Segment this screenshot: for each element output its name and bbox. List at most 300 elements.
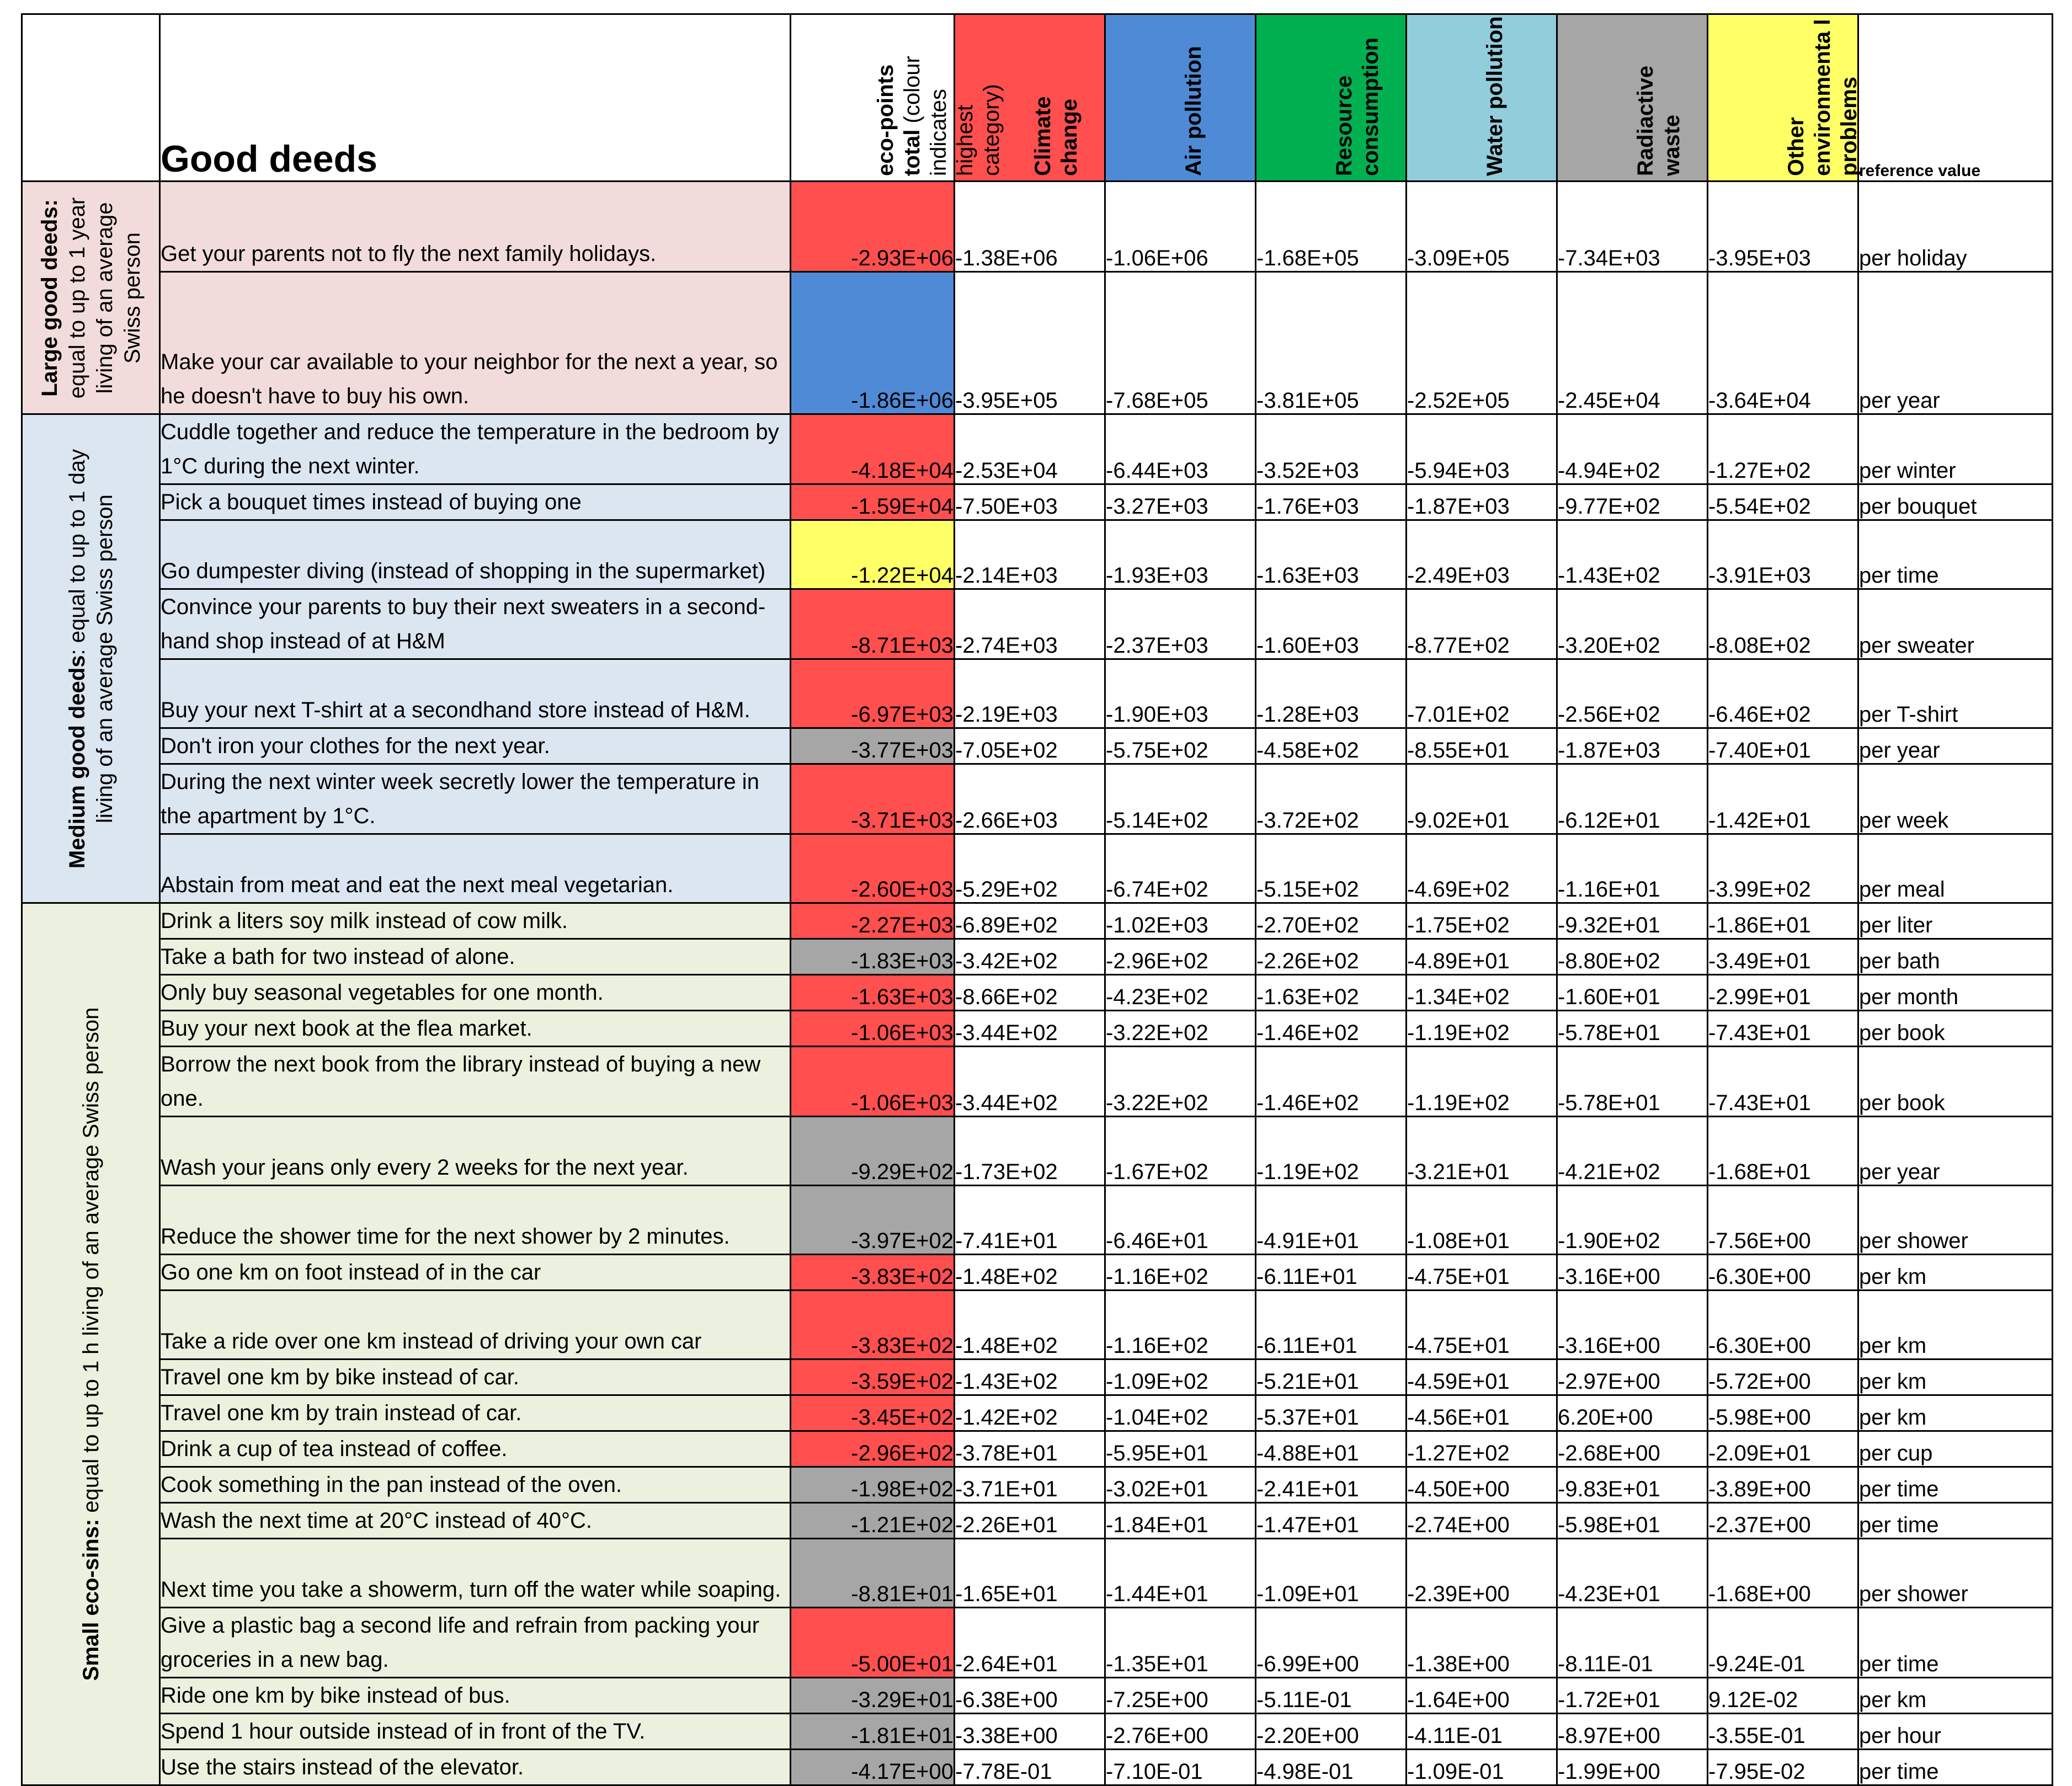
water-pollution-value: -2.49E+03 [1407, 520, 1557, 589]
eco-points-total: -3.45E+02 [791, 1395, 955, 1431]
resource-consumption-value: -1.76E+03 [1256, 484, 1407, 520]
radioactive-waste-value: -1.16E+01 [1557, 834, 1708, 903]
header-radioactive-waste [1557, 14, 1708, 182]
climate-change-value: -3.44E+02 [955, 1011, 1105, 1047]
air-pollution-value: -1.84E+01 [1105, 1503, 1256, 1539]
radioactive-waste-value: -7.34E+03 [1557, 182, 1708, 272]
other-problems-value: -2.99E+01 [1708, 975, 1858, 1011]
radioactive-waste-value: -2.68E+00 [1557, 1431, 1708, 1467]
deed-text: Take a bath for two instead of alone. [160, 939, 791, 975]
table-row [22, 1678, 2053, 1714]
radioactive-waste-value: -3.16E+00 [1557, 1291, 1708, 1360]
other-problems-value: -9.24E-01 [1708, 1608, 1858, 1678]
reference-value: per year [1858, 272, 2053, 414]
water-pollution-value: -4.75E+01 [1407, 1255, 1557, 1291]
other-problems-value: -5.72E+00 [1708, 1360, 1858, 1395]
header-total [791, 14, 1004, 182]
eco-points-total: -1.59E+04 [791, 484, 955, 520]
table-row [22, 764, 2053, 834]
resource-consumption-value: -3.52E+03 [1256, 414, 1407, 484]
table-row [22, 659, 2053, 728]
air-pollution-value: -1.44E+01 [1105, 1539, 1256, 1608]
climate-change-value: -2.26E+01 [955, 1503, 1105, 1539]
table-row [22, 1750, 2053, 1785]
radioactive-waste-value: -9.32E+01 [1557, 903, 1708, 939]
other-problems-value: -3.91E+03 [1708, 520, 1858, 589]
radioactive-waste-value: -9.77E+02 [1557, 484, 1708, 520]
eco-points-total: -1.22E+04 [791, 520, 955, 589]
deed-text: Wash the next time at 20°C instead of 40°C. [160, 1503, 791, 1539]
table-row [22, 1360, 2053, 1395]
eco-points-total: -1.06E+03 [791, 1011, 955, 1047]
reference-value: per year [1858, 1117, 2053, 1186]
reference-value: per bath [1858, 939, 2053, 975]
air-pollution-value: -1.02E+03 [1105, 903, 1256, 939]
group-label-rest: equal to up to 1 year living of an average Swiss person [65, 197, 145, 398]
resource-consumption-value: -1.68E+05 [1256, 182, 1407, 272]
other-problems-value: -5.54E+02 [1708, 484, 1858, 520]
other-problems-value: -7.40E+01 [1708, 728, 1858, 764]
other-problems-value: -3.89E+00 [1708, 1467, 1858, 1503]
air-pollution-value: -1.90E+03 [1105, 659, 1256, 728]
header-water-pollution-label: Water pollution [1483, 16, 1507, 176]
reference-value: per book [1858, 1047, 2053, 1117]
water-pollution-value: -5.94E+03 [1407, 414, 1557, 484]
radioactive-waste-value: -1.99E+00 [1557, 1750, 1708, 1785]
table-row [22, 520, 2053, 589]
radioactive-waste-value: -8.11E-01 [1557, 1608, 1708, 1678]
eco-points-total: -9.29E+02 [791, 1117, 955, 1186]
water-pollution-value: -1.75E+02 [1407, 903, 1557, 939]
table-row [22, 1047, 2053, 1117]
header-resource-consumption-label: Resource consumption [1332, 37, 1383, 176]
water-pollution-value: -4.89E+01 [1407, 939, 1557, 975]
water-pollution-value: -4.59E+01 [1407, 1360, 1557, 1395]
radioactive-waste-value: 6.20E+00 [1557, 1395, 1708, 1431]
corner-cell [22, 14, 160, 182]
reference-value: per book [1858, 1011, 2053, 1047]
header-climate-change [955, 14, 1105, 182]
group-label [77, 920, 105, 1768]
climate-change-value: -8.66E+02 [955, 975, 1105, 1011]
header-water-pollution [1407, 14, 1557, 182]
air-pollution-value: -7.10E-01 [1105, 1750, 1256, 1785]
resource-consumption-value: -1.63E+03 [1256, 520, 1407, 589]
air-pollution-value: -2.76E+00 [1105, 1714, 1256, 1750]
radioactive-waste-value: -9.83E+01 [1557, 1467, 1708, 1503]
climate-change-value: -5.29E+02 [955, 834, 1105, 903]
air-pollution-value: -5.14E+02 [1105, 764, 1256, 834]
table-row [22, 1467, 2053, 1503]
air-pollution-value: -6.74E+02 [1105, 834, 1256, 903]
other-problems-value: -3.64E+04 [1708, 272, 1858, 414]
resource-consumption-value: -1.46E+02 [1256, 1047, 1407, 1117]
eco-points-total: -1.06E+03 [791, 1047, 955, 1117]
group-label-bold: Large good deeds: [37, 199, 62, 397]
reference-value: per T-shirt [1858, 659, 2053, 728]
reference-value: per km [1858, 1678, 2053, 1714]
resource-consumption-value: -4.58E+02 [1256, 728, 1407, 764]
reference-value: per km [1858, 1395, 2053, 1431]
climate-change-value: -3.71E+01 [955, 1467, 1105, 1503]
deed-text: Wash your jeans only every 2 weeks for the next year. [160, 1117, 791, 1186]
table-row [22, 939, 2053, 975]
header-other-problems [1708, 14, 1861, 182]
radioactive-waste-value: -1.43E+02 [1557, 520, 1708, 589]
header-row [22, 14, 2053, 182]
table-row [22, 484, 2053, 520]
radioactive-waste-value: -4.94E+02 [1557, 414, 1708, 484]
air-pollution-value: -6.46E+01 [1105, 1186, 1256, 1255]
climate-change-value: -3.38E+00 [955, 1714, 1105, 1750]
resource-consumption-value: -5.21E+01 [1256, 1360, 1407, 1395]
eco-points-total: -4.18E+04 [791, 414, 955, 484]
water-pollution-value: -8.77E+02 [1407, 589, 1557, 659]
climate-change-value: -1.48E+02 [955, 1291, 1105, 1360]
table-body [22, 182, 2053, 1785]
header-air-pollution-label: Air pollution [1181, 46, 1206, 176]
water-pollution-value: -4.50E+00 [1407, 1467, 1557, 1503]
reference-value: per cup [1858, 1431, 2053, 1467]
table-row [22, 272, 2053, 414]
deed-text: Drink a liters soy milk instead of cow milk. [160, 903, 791, 939]
eco-points-total: -2.96E+02 [791, 1431, 955, 1467]
other-problems-value: -6.46E+02 [1708, 659, 1858, 728]
other-problems-value: -6.30E+00 [1708, 1291, 1858, 1360]
header-radioactive-waste-label: Radiactive waste [1633, 65, 1684, 176]
table-row [22, 589, 2053, 659]
air-pollution-value: -3.02E+01 [1105, 1467, 1256, 1503]
water-pollution-value: -4.69E+02 [1407, 834, 1557, 903]
air-pollution-value: -2.96E+02 [1105, 939, 1256, 975]
group-label-rest: equal to up to 1 h living of an average Swiss person [78, 1007, 103, 1519]
climate-change-value: -7.41E+01 [955, 1186, 1105, 1255]
other-problems-value: -8.08E+02 [1708, 589, 1858, 659]
reference-value: per time [1858, 1503, 2053, 1539]
other-problems-value: -7.95E-02 [1708, 1750, 1858, 1785]
water-pollution-value: -1.09E-01 [1407, 1750, 1557, 1785]
other-problems-value: -7.56E+00 [1708, 1186, 1858, 1255]
header-air-pollution [1105, 14, 1256, 182]
water-pollution-value: -1.19E+02 [1407, 1011, 1557, 1047]
air-pollution-value: -1.04E+02 [1105, 1395, 1256, 1431]
eco-points-total: -1.21E+02 [791, 1503, 955, 1539]
deed-text: Don't iron your clothes for the next year. [160, 728, 791, 764]
resource-consumption-value: -1.47E+01 [1256, 1503, 1407, 1539]
deed-text: Abstain from meat and eat the next meal vegetarian. [160, 834, 791, 903]
eco-points-total: -1.98E+02 [791, 1467, 955, 1503]
eco-points-total: -3.77E+03 [791, 728, 955, 764]
water-pollution-value: -1.27E+02 [1407, 1431, 1557, 1467]
group-label [63, 423, 119, 894]
reference-value: per km [1858, 1360, 2053, 1395]
deed-text: Give a plastic bag a second life and refrain from packing your groceries in a new bag. [160, 1608, 791, 1678]
resource-consumption-value: -5.15E+02 [1256, 834, 1407, 903]
deed-text: Make your car available to your neighbor for the next a year, so he doesn't have to buy his own. [160, 272, 791, 414]
climate-change-value: -2.14E+03 [955, 520, 1105, 589]
deed-text: Go one km on foot instead of in the car [160, 1255, 791, 1291]
air-pollution-value: -3.27E+03 [1105, 484, 1256, 520]
eco-points-total: -2.60E+03 [791, 834, 955, 903]
deed-text: Convince your parents to buy their next sweaters in a second-hand shop instead of at H&M [160, 589, 791, 659]
radioactive-waste-value: -8.80E+02 [1557, 939, 1708, 975]
eco-points-total: -3.83E+02 [791, 1291, 955, 1360]
air-pollution-value: -4.23E+02 [1105, 975, 1256, 1011]
resource-consumption-value: -6.11E+01 [1256, 1255, 1407, 1291]
table-row [22, 1431, 2053, 1467]
air-pollution-value: -5.75E+02 [1105, 728, 1256, 764]
resource-consumption-value: -2.70E+02 [1256, 903, 1407, 939]
table-row [22, 1714, 2053, 1750]
reference-value: per month [1858, 975, 2053, 1011]
climate-change-value: -1.43E+02 [955, 1360, 1105, 1395]
table-row [22, 182, 2053, 272]
eco-points-total: -1.81E+01 [791, 1714, 955, 1750]
air-pollution-value: -1.35E+01 [1105, 1608, 1256, 1678]
reference-value: per sweater [1858, 589, 2053, 659]
other-problems-value: 9.12E-02 [1708, 1678, 1858, 1714]
climate-change-value: -3.42E+02 [955, 939, 1105, 975]
air-pollution-value: -3.22E+02 [1105, 1047, 1256, 1117]
reference-value: per year [1858, 728, 2053, 764]
header-total-bold: eco-points total [873, 64, 924, 176]
other-problems-value: -3.95E+03 [1708, 182, 1858, 272]
other-problems-value: -5.98E+00 [1708, 1395, 1858, 1431]
table-row [22, 1395, 2053, 1431]
deed-text: Reduce the shower time for the next shower by 2 minutes. [160, 1186, 791, 1255]
air-pollution-value: -1.09E+02 [1105, 1360, 1256, 1395]
eco-points-total: -4.17E+00 [791, 1750, 955, 1785]
other-problems-value: -1.68E+00 [1708, 1539, 1858, 1608]
resource-consumption-value: -6.99E+00 [1256, 1608, 1407, 1678]
reference-value: per week [1858, 764, 2053, 834]
table-row [22, 975, 2053, 1011]
water-pollution-value: -2.39E+00 [1407, 1539, 1557, 1608]
air-pollution-value: -7.68E+05 [1105, 272, 1256, 414]
radioactive-waste-value: -1.60E+01 [1557, 975, 1708, 1011]
water-pollution-value: -2.74E+00 [1407, 1503, 1557, 1539]
radioactive-waste-value: -5.78E+01 [1557, 1011, 1708, 1047]
resource-consumption-value: -4.98E-01 [1256, 1750, 1407, 1785]
resource-consumption-value: -2.20E+00 [1256, 1714, 1407, 1750]
air-pollution-value: -2.37E+03 [1105, 589, 1256, 659]
other-problems-value: -3.55E-01 [1708, 1714, 1858, 1750]
radioactive-waste-value: -5.98E+01 [1557, 1503, 1708, 1539]
eco-points-total: -8.81E+01 [791, 1539, 955, 1608]
radioactive-waste-value: -6.12E+01 [1557, 764, 1708, 834]
water-pollution-value: -2.52E+05 [1407, 272, 1557, 414]
other-problems-value: -7.43E+01 [1708, 1047, 1858, 1117]
water-pollution-value: -4.75E+01 [1407, 1291, 1557, 1360]
deed-text: During the next winter week secretly lower the temperature in the apartment by 1°C. [160, 764, 791, 834]
water-pollution-value: -1.38E+00 [1407, 1608, 1557, 1678]
deed-text: Use the stairs instead of the elevator. [160, 1750, 791, 1785]
other-problems-value: -1.27E+02 [1708, 414, 1858, 484]
radioactive-waste-value: -4.21E+02 [1557, 1117, 1708, 1186]
header-other-problems-label: Other environmenta l problems [1784, 19, 1861, 176]
resource-consumption-value: -1.63E+02 [1256, 975, 1407, 1011]
air-pollution-value: -6.44E+03 [1105, 414, 1256, 484]
water-pollution-value: -1.64E+00 [1407, 1678, 1557, 1714]
climate-change-value: -1.73E+02 [955, 1117, 1105, 1186]
reference-value: per shower [1858, 1539, 2053, 1608]
group-label-rest: : equal to up to 1 day living of an average Swiss person [65, 449, 117, 823]
radioactive-waste-value: -1.87E+03 [1557, 728, 1708, 764]
resource-consumption-value: -3.81E+05 [1256, 272, 1407, 414]
group-label-cell [22, 903, 160, 1785]
resource-consumption-value: -1.28E+03 [1256, 659, 1407, 728]
deed-text: Only buy seasonal vegetables for one month. [160, 975, 791, 1011]
other-problems-value: -1.86E+01 [1708, 903, 1858, 939]
water-pollution-value: -7.01E+02 [1407, 659, 1557, 728]
reference-value: per bouquet [1858, 484, 2053, 520]
table-row [22, 1608, 2053, 1678]
table-title: Good deeds [160, 14, 791, 182]
climate-change-value: -7.05E+02 [955, 728, 1105, 764]
water-pollution-value: -3.21E+01 [1407, 1117, 1557, 1186]
climate-change-value: -6.89E+02 [955, 903, 1105, 939]
header-total-note: (colour indicates highest category) [900, 56, 1004, 176]
air-pollution-value: -1.16E+02 [1105, 1291, 1256, 1360]
deed-text: Pick a bouquet times instead of buying one [160, 484, 791, 520]
eco-points-total: -3.97E+02 [791, 1186, 955, 1255]
eco-points-total: -5.00E+01 [791, 1608, 955, 1678]
resource-consumption-value: -1.60E+03 [1256, 589, 1407, 659]
climate-change-value: -3.78E+01 [955, 1431, 1105, 1467]
other-problems-value: -7.43E+01 [1708, 1011, 1858, 1047]
air-pollution-value: -1.67E+02 [1105, 1117, 1256, 1186]
reference-value: per winter [1858, 414, 2053, 484]
reference-value: per time [1858, 1750, 2053, 1785]
deed-text: Buy your next T-shirt at a secondhand store instead of H&M. [160, 659, 791, 728]
table-row [22, 834, 2053, 903]
eco-points-total: -3.59E+02 [791, 1360, 955, 1395]
radioactive-waste-value: -1.90E+02 [1557, 1186, 1708, 1255]
other-problems-value: -1.68E+01 [1708, 1117, 1858, 1186]
deed-text: Cuddle together and reduce the temperature in the bedroom by 1°C during the next winter. [160, 414, 791, 484]
reference-value: per km [1858, 1255, 2053, 1291]
deed-text: Travel one km by train instead of car. [160, 1395, 791, 1431]
eco-points-total: -3.83E+02 [791, 1255, 955, 1291]
header-climate-change-label: Climate change [1031, 96, 1082, 176]
deed-text: Get your parents not to fly the next family holidays. [160, 182, 791, 272]
reference-value: per liter [1858, 903, 2053, 939]
air-pollution-value: -1.16E+02 [1105, 1255, 1256, 1291]
reference-value: per time [1858, 1467, 2053, 1503]
deed-text: Next time you take a showerm, turn off the water while soaping. [160, 1539, 791, 1608]
table-row [22, 1503, 2053, 1539]
water-pollution-value: -1.87E+03 [1407, 484, 1557, 520]
resource-consumption-value: -5.11E-01 [1256, 1678, 1407, 1714]
other-problems-value: -2.37E+00 [1708, 1503, 1858, 1539]
water-pollution-value: -1.08E+01 [1407, 1186, 1557, 1255]
water-pollution-value: -8.55E+01 [1407, 728, 1557, 764]
deed-text: Travel one km by bike instead of car. [160, 1360, 791, 1395]
other-problems-value: -3.49E+01 [1708, 939, 1858, 975]
table-row [22, 1186, 2053, 1255]
climate-change-value: -3.95E+05 [955, 272, 1105, 414]
other-problems-value: -2.09E+01 [1708, 1431, 1858, 1467]
eco-points-total: -8.71E+03 [791, 589, 955, 659]
climate-change-value: -1.65E+01 [955, 1539, 1105, 1608]
radioactive-waste-value: -1.72E+01 [1557, 1678, 1708, 1714]
radioactive-waste-value: -4.23E+01 [1557, 1539, 1708, 1608]
group-label [36, 187, 146, 409]
deed-text: Cook something in the pan instead of the oven. [160, 1467, 791, 1503]
table-row [22, 1291, 2053, 1360]
climate-change-value: -7.78E-01 [955, 1750, 1105, 1785]
climate-change-value: -2.74E+03 [955, 589, 1105, 659]
other-problems-value: -6.30E+00 [1708, 1255, 1858, 1291]
table-row [22, 1539, 2053, 1608]
eco-points-total: -3.29E+01 [791, 1678, 955, 1714]
radioactive-waste-value: -5.78E+01 [1557, 1047, 1708, 1117]
radioactive-waste-value: -2.56E+02 [1557, 659, 1708, 728]
good-deeds-table [21, 13, 2053, 1786]
water-pollution-value: -4.56E+01 [1407, 1395, 1557, 1431]
climate-change-value: -1.42E+02 [955, 1395, 1105, 1431]
resource-consumption-value: -1.19E+02 [1256, 1117, 1407, 1186]
eco-points-total: -2.27E+03 [791, 903, 955, 939]
eco-points-total: -6.97E+03 [791, 659, 955, 728]
air-pollution-value: -1.93E+03 [1105, 520, 1256, 589]
deed-text: Ride one km by bike instead of bus. [160, 1678, 791, 1714]
reference-value: per km [1858, 1291, 2053, 1360]
other-problems-value: -3.99E+02 [1708, 834, 1858, 903]
resource-consumption-value: -4.91E+01 [1256, 1186, 1407, 1255]
group-label-bold: Medium good deeds [65, 654, 89, 868]
radioactive-waste-value: -3.20E+02 [1557, 589, 1708, 659]
climate-change-value: -7.50E+03 [955, 484, 1105, 520]
table-row [22, 414, 2053, 484]
resource-consumption-value: -1.46E+02 [1256, 1011, 1407, 1047]
radioactive-waste-value: -8.97E+00 [1557, 1714, 1708, 1750]
group-label-cell [22, 182, 160, 414]
climate-change-value: -1.48E+02 [955, 1255, 1105, 1291]
air-pollution-value: -1.06E+06 [1105, 182, 1256, 272]
resource-consumption-value: -4.88E+01 [1256, 1431, 1407, 1467]
resource-consumption-value: -2.41E+01 [1256, 1467, 1407, 1503]
radioactive-waste-value: -2.45E+04 [1557, 272, 1708, 414]
climate-change-value: -3.44E+02 [955, 1047, 1105, 1117]
group-label-bold: Small eco-sins: [78, 1518, 103, 1681]
table-row [22, 1011, 2053, 1047]
deed-text: Borrow the next book from the library instead of buying a new one. [160, 1047, 791, 1117]
air-pollution-value: -3.22E+02 [1105, 1011, 1256, 1047]
air-pollution-value: -7.25E+00 [1105, 1678, 1256, 1714]
eco-points-total: -2.93E+06 [791, 182, 955, 272]
other-problems-value: -1.42E+01 [1708, 764, 1858, 834]
water-pollution-value: -9.02E+01 [1407, 764, 1557, 834]
resource-consumption-value: -5.37E+01 [1256, 1395, 1407, 1431]
climate-change-value: -1.38E+06 [955, 182, 1105, 272]
deed-text: Drink a cup of tea instead of coffee. [160, 1431, 791, 1467]
reference-value: per time [1858, 520, 2053, 589]
header-resource-consumption [1256, 14, 1407, 182]
reference-value: per shower [1858, 1186, 2053, 1255]
water-pollution-value: -1.19E+02 [1407, 1047, 1557, 1117]
eco-points-total: -1.63E+03 [791, 975, 955, 1011]
table-row [22, 728, 2053, 764]
climate-change-value: -2.64E+01 [955, 1608, 1105, 1678]
deed-text: Go dumpester diving (instead of shopping in the supermarket) [160, 520, 791, 589]
water-pollution-value: -3.09E+05 [1407, 182, 1557, 272]
table-row [22, 1255, 2053, 1291]
header-reference-value: reference value [1858, 14, 2053, 182]
reference-value: per hour [1858, 1714, 2053, 1750]
eco-points-total: -1.83E+03 [791, 939, 955, 975]
table-row [22, 1117, 2053, 1186]
